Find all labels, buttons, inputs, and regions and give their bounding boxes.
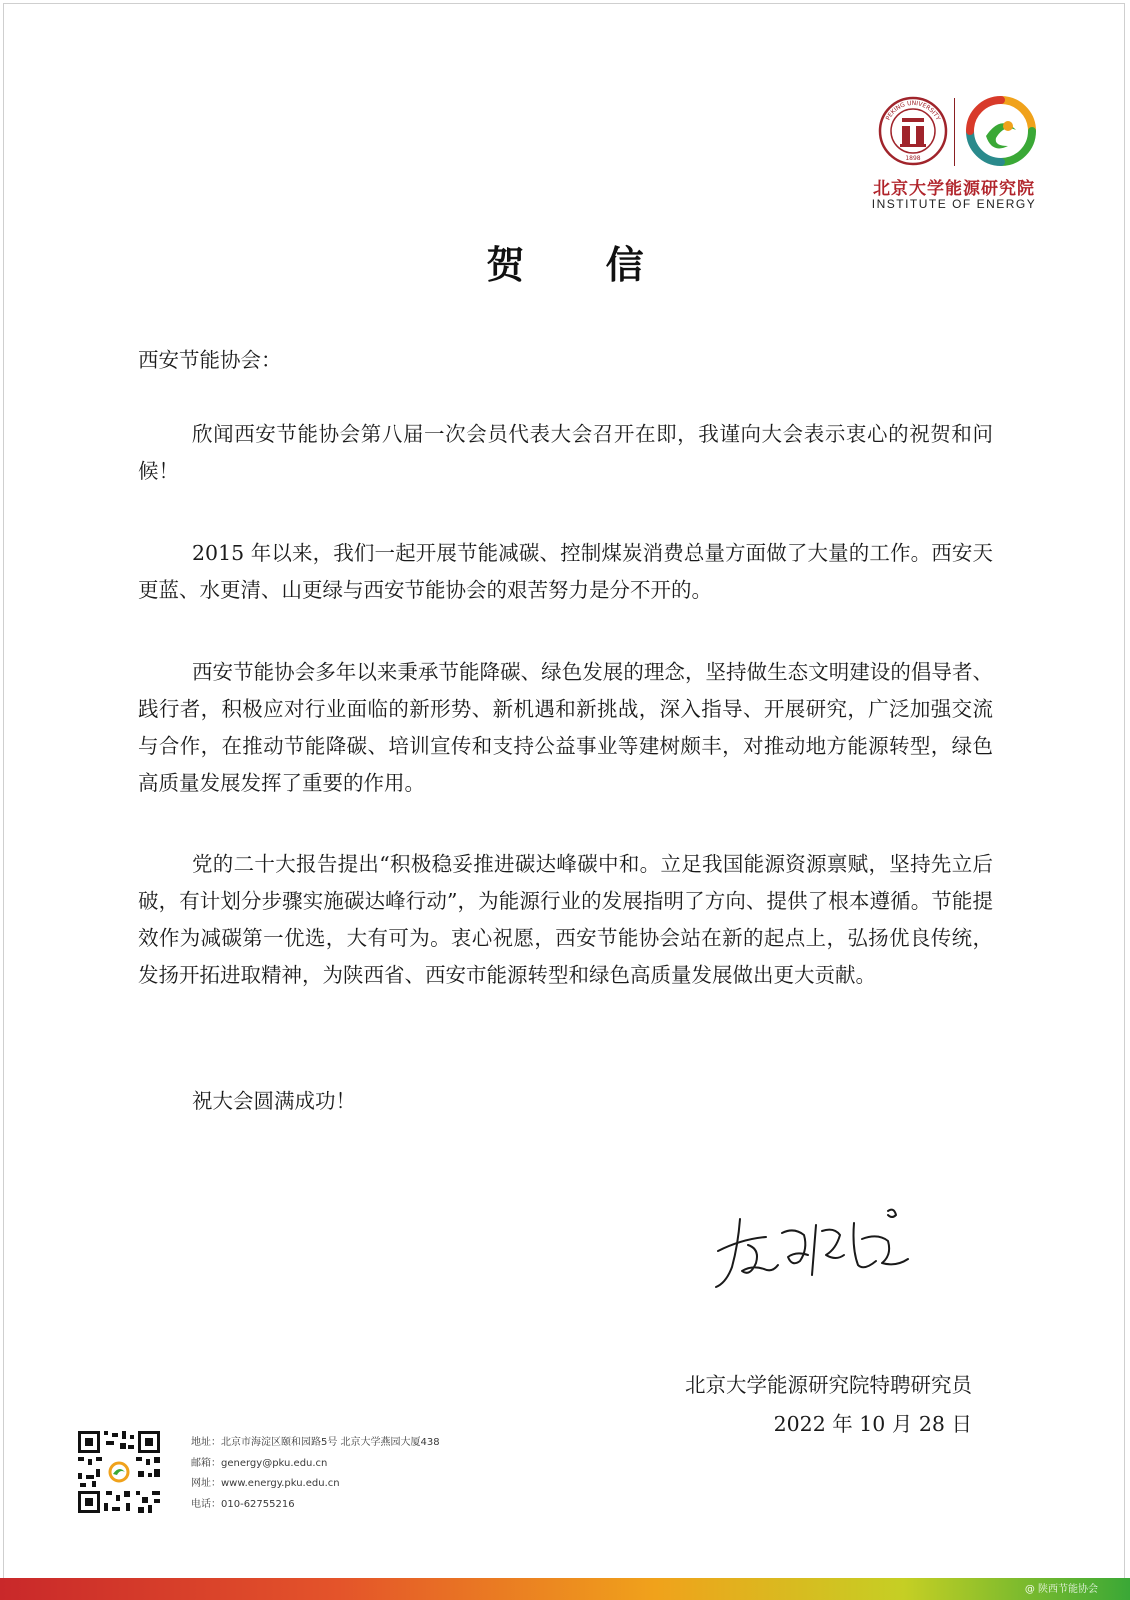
- paragraph: 欣闻西安节能协会第八届一次会员代表大会召开在即，我谨向大会表示衷心的祝贺和问候！: [138, 422, 993, 483]
- institute-name-en: INSTITUTE OF ENERGY: [871, 197, 1037, 211]
- salutation: 西安节能协会：: [138, 348, 282, 372]
- signer-organization: 北京大学能源研究院特聘研究员: [685, 1373, 972, 1397]
- footer-address: 地址：北京市海淀区颐和园路5号 北京大学燕园大厦438: [191, 1437, 440, 1448]
- letter-date: 2022 年 10 月 28 日: [773, 1412, 972, 1436]
- footer-website: 网址：www.energy.pku.edu.cn: [191, 1478, 340, 1489]
- paragraph: 党的二十大报告提出“积极稳妥推进碳达峰碳中和。立足我国能源资源禀赋，坚持先立后破，有计划分步骤实施碳达峰行动”，为能源行业的发展指明了方向、提供了根本遵循。节能提效作为减碳第一优选，大有可为。衷心祝愿，西安节能协会站在新的起点上，弘扬优良传统，发扬开拓进取精神，为陕西省、西安市能源转型和绿色高质量发展做出更大贡献。: [138, 852, 993, 987]
- paragraph: 2015 年以来，我们一起开展节能减碳、控制煤炭消费总量方面做了大量的工作。西安天更蓝、水更清、山更绿与西安节能协会的艰苦努力是分不开的。: [138, 541, 993, 602]
- institute-name-cn: 北京大学能源研究院: [873, 179, 1035, 199]
- energy-swirl-icon: [966, 96, 1036, 166]
- paragraph: 西安节能协会多年以来秉承节能降碳、绿色发展的理念，坚持做生态文明建设的倡导者、践行者，积极应对行业面临的新形势、新机遇和新挑战，深入指导、开展研究，广泛加强交流与合作，在推动节能降碳、培训宣传和支持公益事业等建树颇丰，对推动地方能源转型，绿色高质量发展发挥了重要的作用。: [138, 660, 993, 795]
- seal-arc-text: PEKING UNIVERSITY: [884, 99, 942, 122]
- pku-seal-icon: [878, 96, 948, 166]
- institute-logo: [858, 90, 1078, 210]
- letter-title: 贺 信: [486, 243, 678, 287]
- footer-email: 邮箱：genergy@pku.edu.cn: [191, 1457, 328, 1469]
- closing-line: 祝大会圆满成功！: [192, 1089, 356, 1113]
- handwritten-signature: [712, 1205, 922, 1295]
- logo-divider: [954, 98, 955, 166]
- footer-contact-info: [191, 1433, 440, 1515]
- seal-year: 1898: [905, 155, 921, 162]
- qr-code-icon: [76, 1429, 162, 1515]
- footer-gradient-bar: [0, 1578, 1130, 1600]
- watermark: @ 陕西节能协会: [1024, 1584, 1098, 1595]
- footer-phone: 电话：010-62755216: [191, 1498, 295, 1510]
